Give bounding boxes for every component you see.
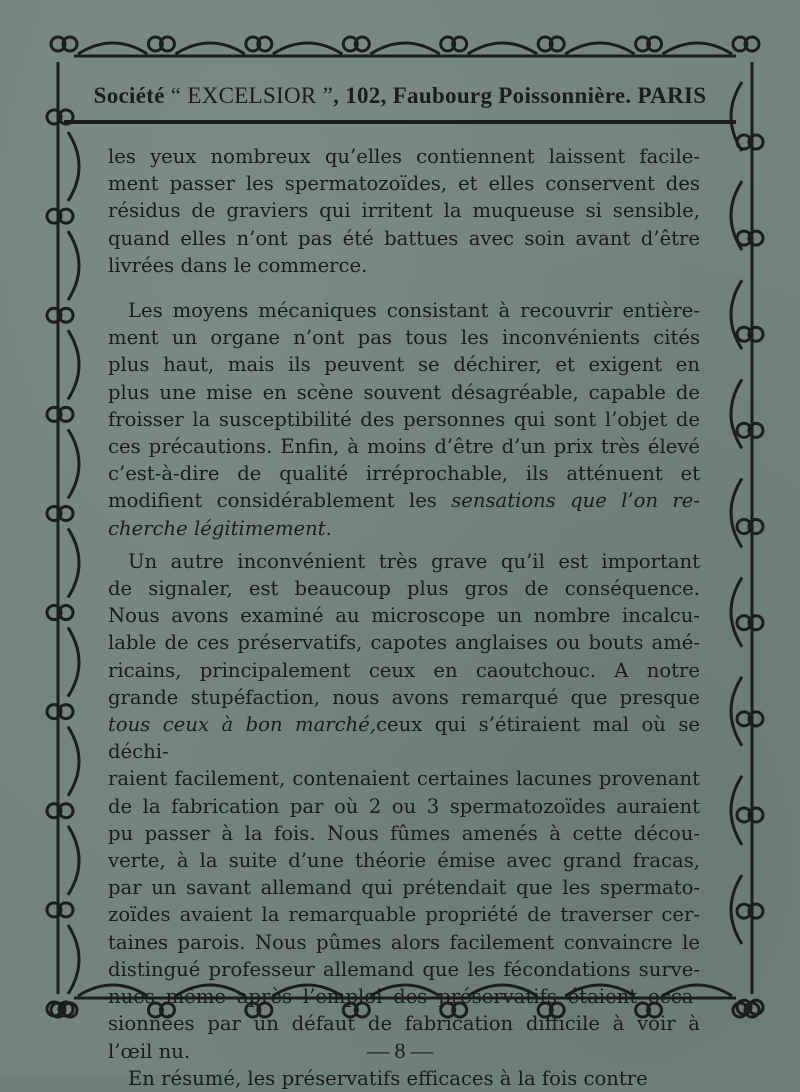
text-line: par un savant allemand qui prétendait que les spermato- (108, 876, 700, 900)
text-line: raient facilement, contenaient certaines lacunes provenant (108, 767, 700, 791)
text-line: En résumé, les préservatifs efficaces à la fois contre (128, 1066, 648, 1090)
text-line (108, 487, 700, 514)
text-line: verte, à la suite d’une théorie émise avec grand fracas, (108, 849, 700, 873)
header-address: , 102, Faubourg Poissonnière. (333, 83, 632, 108)
text-line: plus haut, mais ils peuvent se déchirer, et exigent en (108, 353, 700, 377)
arch-ornament (68, 628, 79, 697)
text-line: l’œil nu. (108, 1039, 191, 1063)
text-line: grande stupéfaction, nous avons remarqué que presque (108, 685, 700, 709)
arch-ornament (68, 132, 79, 201)
arch-ornament (175, 43, 244, 54)
arch-ornament (68, 330, 79, 399)
text-line: c’est-à-dire de qualité irréprochable, ils atténuent et (108, 462, 700, 486)
body-text (108, 143, 700, 1092)
arch-ornament (68, 231, 79, 300)
arch-ornament (731, 578, 742, 647)
text-line (108, 515, 700, 542)
text-segment: ceux qui s’étiraient mal où se déchi- (108, 713, 701, 764)
arch-ornament (468, 43, 537, 54)
header-city: PARIS (637, 83, 707, 108)
header-line (94, 83, 707, 109)
text-line: ricains, principalement ceux en caoutchouc. A notre (108, 658, 700, 682)
text-line: zoïdes avaient la remarquable propriété de traverser cer- (108, 903, 700, 927)
arch-ornament (68, 727, 79, 796)
text-line: de signaler, est beaucoup plus gros de conséquence. (108, 577, 700, 601)
text-line: nues même après l’emploi des préservatifs étaient occa- (108, 985, 700, 1009)
arch-ornament (68, 429, 79, 498)
page-number: — 8 — (367, 1038, 433, 1063)
italic-segment: sensations que l’on re- (451, 489, 700, 513)
text-line: taines parois. Nous pûmes alors facilement convaincre le (108, 930, 700, 954)
text-line: Nous avons examiné au microscope un nombre incalcu- (108, 604, 700, 628)
text-line: résidus de graviers qui irritent la muqueuse si sensible, (108, 199, 700, 223)
arch-ornament (370, 43, 439, 54)
text-segment: modifient considérablement les (108, 489, 452, 513)
arch-ornament (663, 43, 732, 54)
arch-ornament (78, 43, 147, 54)
text-line: distingué professeur allemand que les fécondations surve- (108, 957, 700, 981)
text-line: pu passer à la fois. Nous fûmes amenés à cette décou- (108, 821, 700, 845)
arch-ornament (565, 43, 634, 54)
arch-ornament (68, 925, 79, 994)
arch-ornament (68, 528, 79, 597)
text-line: ces précautions. Enfin, à moins d’être d’un prix très élevé (108, 435, 700, 459)
page-header (64, 72, 736, 124)
text-line: de la fabrication par où 2 ou 3 spermatozoïdes auraient (108, 794, 700, 818)
italic-segment: tous ceux à bon marché, (108, 713, 377, 737)
text-line: lable de ces préservatifs, capotes anglaises ou bouts amé- (108, 631, 700, 655)
arch-ornament (731, 181, 742, 250)
text-line: froisser la susceptibilité des personnes qui sont l’objet de (108, 407, 700, 431)
header-name: “ EXCELSIOR ” (170, 83, 334, 108)
arch-ornament (273, 43, 342, 54)
text-line: sionnées par un défaut de fabrication difficile à voir à (108, 1012, 700, 1036)
text-line: livrées dans le commerce. (108, 253, 368, 277)
arch-ornament (731, 478, 742, 547)
text-line: Un autre inconvénient très grave qu’il est important (128, 549, 700, 573)
arch-ornament (68, 826, 79, 895)
text-line: ment passer les spermatozoïdes, et elles conservent des (108, 172, 700, 196)
italic-segment: cherche légitimement. (108, 516, 332, 540)
header-society: Société (93, 83, 165, 108)
text-line: ment un organe n’ont pas tous les inconvénients cités (108, 326, 700, 350)
text-line (108, 711, 700, 765)
text-line: quand elles n’ont pas été battues avec soin avant d’être (108, 226, 700, 250)
text-line: Les moyens mécaniques consistant à recouvrir entière- (128, 299, 700, 323)
text-line: les yeux nombreux qu’elles contiennent laissent facile- (108, 145, 700, 168)
text-line: plus une mise en scène souvent désagréable, capable de (108, 380, 700, 404)
